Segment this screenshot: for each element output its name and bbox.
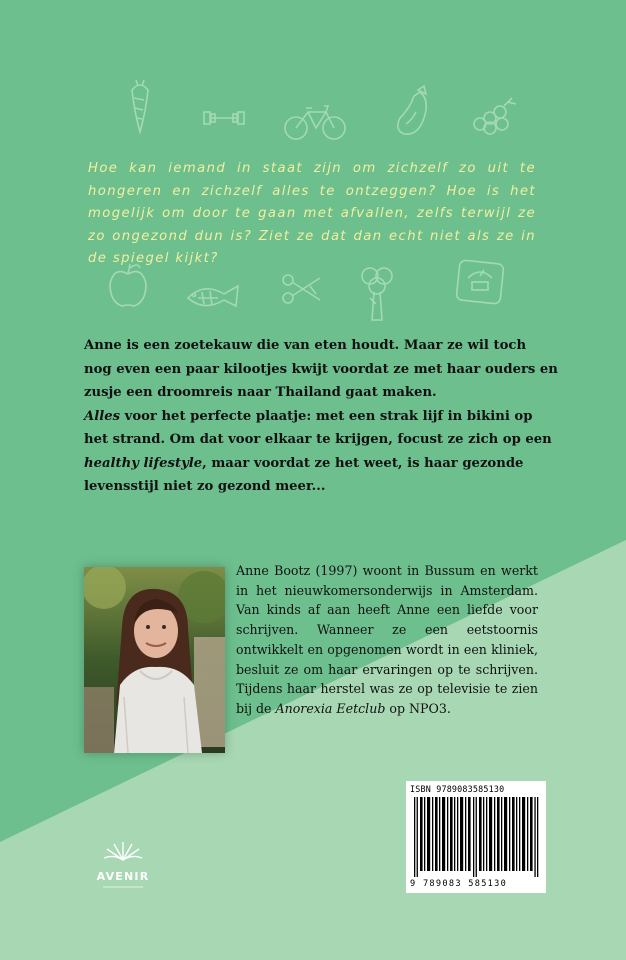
barcode-digits: 9 789083 585130 <box>410 879 508 889</box>
blurb-text-3: , maar voordat ze het weet, is haar gezonde levensstijl niet zo gezond meer... <box>84 455 524 494</box>
blurb-text-2: voor het perfecte plaatje: met een strak lijf in bikini op het strand. Om dat voor elkaar te krijgen, focust ze zich op een <box>84 408 552 447</box>
grapes-icon <box>470 96 518 138</box>
barcode-bars <box>410 797 542 877</box>
fish-icon <box>184 280 244 314</box>
bio-text-end: op NPO3. <box>385 700 451 716</box>
tagline: Hoe kan iemand in staat zijn om zichzelf zo uit te hongeren en zichzelf alles te ontzeggen? Hoe is het mogelijk om door te gaan met afvallen, zelfs terwijl ze zo ongezond dun is? Ziet ze dat dan echt niet als ze in de spiegel kijkt? <box>88 161 536 266</box>
broccoli-icon <box>358 264 396 326</box>
book-fan-icon <box>100 838 146 864</box>
bio-text: Anne Bootz (1997) woont in Bussum en werkt in het nieuwkomersonderwijs in Amsterdam. Van kinds af aan heeft Anne een liefde voor schrijven. Wanneer ze een eetstoornis ontwikkelt en opgenomen wordt in een kliniek, besluit ze om haar ervaringen op te schrijven. Tijdens haar herstel was ze op televisie te zien bij de <box>236 563 538 716</box>
blurb-emphasis-alles: Alles <box>84 408 121 424</box>
bio-show-name: Anorexia Eetclub <box>275 700 386 716</box>
book-blurb <box>84 334 558 499</box>
bicycle-icon <box>282 100 348 142</box>
publisher-name: AVENIR <box>96 870 150 883</box>
dumbbell-icon <box>202 108 246 128</box>
author-bio <box>236 561 538 719</box>
publisher-underline <box>103 886 143 888</box>
publisher-logo <box>88 838 158 888</box>
isbn-barcode <box>406 781 546 893</box>
blurb-text-1: Anne is een zoetekauw die van eten houdt. Maar ze wil toch nog even een paar kilootjes kwijt voordat ze met haar ouders en zusje een droomreis naar Thailand gaat maken. <box>84 338 558 400</box>
carrot-icon <box>124 80 156 136</box>
isbn-label: ISBN 9789083585130 <box>410 784 505 794</box>
author-photo <box>84 567 225 753</box>
blurb-emphasis-lifestyle: healthy lifestyle <box>84 455 203 471</box>
eggplant-icon <box>392 84 436 140</box>
scissors-icon <box>280 272 324 306</box>
